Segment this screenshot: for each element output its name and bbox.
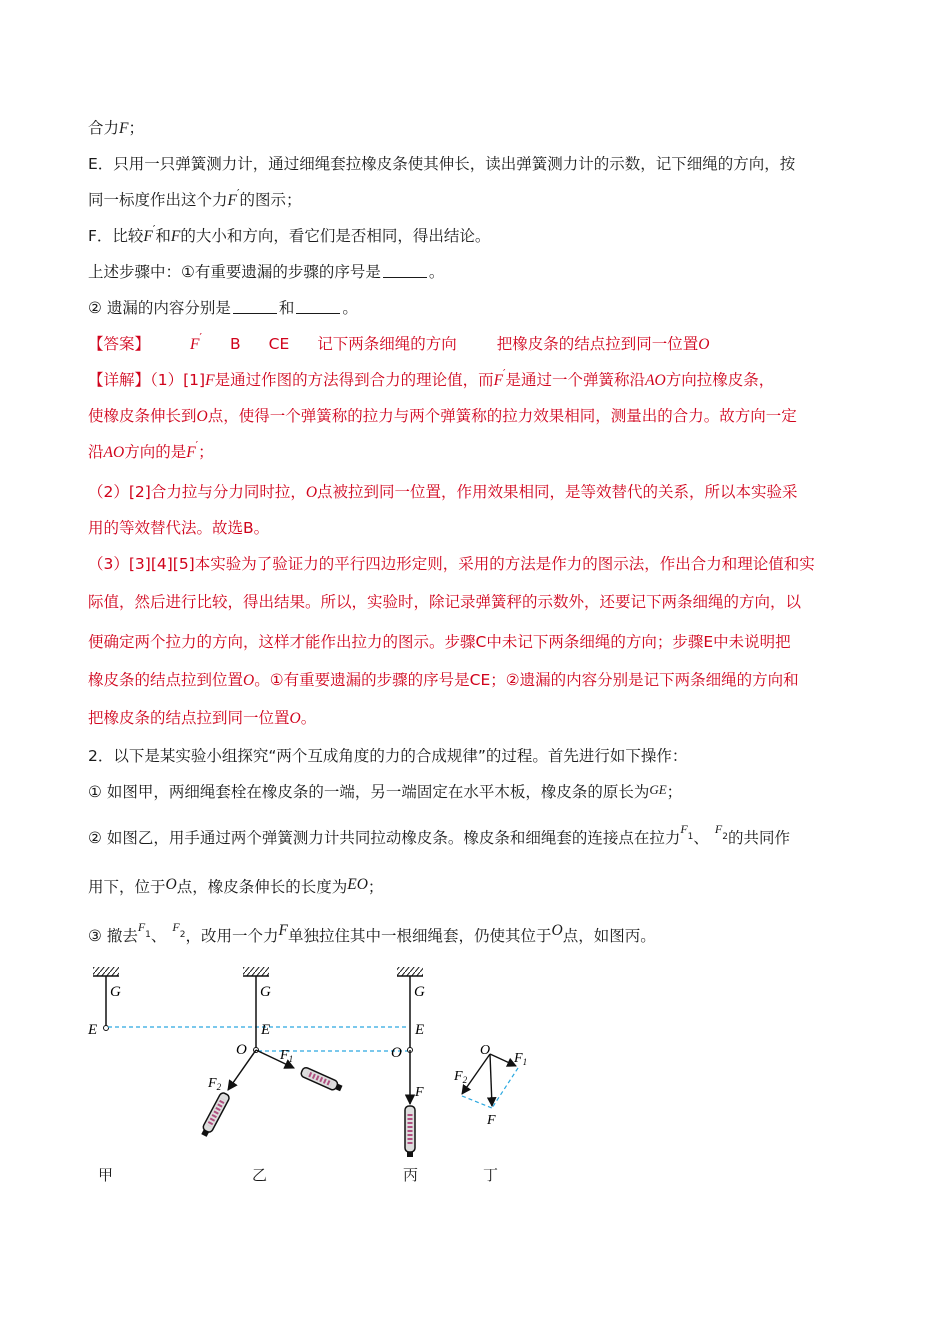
fixed-support: [243, 967, 269, 976]
caption-jia: 甲: [98, 1166, 114, 1184]
text-line: 同一标度作出这个力F′的图示；: [88, 187, 302, 209]
label-e: E: [415, 1022, 425, 1038]
label-g: G: [414, 984, 425, 1000]
fixed-support: [93, 967, 119, 976]
arrow-f: [490, 1054, 492, 1106]
question-blank-2: ② 遗漏的内容分别是 和 。: [88, 299, 358, 317]
fill-blank: [296, 299, 340, 314]
detail-line: 用的等效替代法。故选B。: [88, 519, 270, 537]
detail-line: 把橡皮条的结点拉到同一位置O。: [88, 709, 317, 727]
question-2-step: ① 如图甲，两细绳套栓在橡皮条的一端，另一端固定在水平木板，橡皮条的原长为GE；: [88, 782, 683, 801]
step-f-line: F．比较F′和F的大小和方向，看它们是否相同，得出结论。: [88, 223, 491, 245]
question-2-step: ② 如图乙，用手通过两个弹簧测力计共同拉动橡皮条。橡皮条和细绳套的连接点在拉力$^{F1}$、 $^{F2}$的共同作: [88, 822, 791, 847]
detail-line: （3）[3][4][5]本实验为了验证力的平行四边形定则，采用的方法是作力的图示法，作出合力和理论值和实: [88, 555, 815, 573]
step-e-line: E．只用一只弹簧测力计，通过细绳套拉橡皮条使其伸长，读出弹簧测力计的示数，记下细绳的方向，按: [88, 155, 796, 173]
label-o: O: [391, 1045, 402, 1061]
label-f: F: [487, 1113, 496, 1128]
parallelogram-side: [462, 1096, 492, 1108]
fixed-support: [397, 967, 423, 976]
label-f: F: [415, 1085, 424, 1100]
spring-scale-1: [300, 1066, 343, 1093]
detail-line: 际值，然后进行比较，得出结果。所以，实验时，除记录弹簧秤的示数外，还要记下两条细绳的方向，以: [88, 593, 802, 611]
spring-scale-3: [405, 1106, 415, 1157]
fill-blank: [233, 299, 277, 314]
fill-blank: [383, 263, 427, 278]
figure-yi: [200, 967, 344, 1138]
caption-bing: 丙: [403, 1166, 419, 1184]
figure-bing: [391, 967, 425, 1157]
label-e: E: [261, 1022, 271, 1038]
detail-line: 沿AO方向的是F′；: [88, 439, 214, 461]
label-o: O: [480, 1043, 491, 1058]
detail-line: （2）[2]合力拉与分力同时拉，O点被拉到同一位置，作用效果相同，是等效替代的关系，所以本实验采: [88, 483, 798, 501]
parallelogram-side: [492, 1068, 518, 1108]
answer-line: 【答案】 F′ B CE 记下两条细绳的方向 把橡皮条的结点拉到同一位置O: [88, 331, 710, 353]
question-2-title: 2．以下是某实验小组探究“两个互成角度的力的合成规律”的过程。首先进行如下操作：: [88, 747, 688, 765]
label-f1: $F_1$: [514, 1051, 528, 1067]
label-f1: $F_1$: [280, 1048, 294, 1064]
figure-ding: [453, 1043, 527, 1128]
arrow-f2: [462, 1054, 490, 1094]
spring-scale-2: [200, 1092, 231, 1138]
caption-ding: 丁: [483, 1166, 499, 1184]
caption-yi: 乙: [252, 1166, 268, 1184]
label-o: O: [236, 1042, 247, 1058]
detail-tag: 【详解】: [88, 371, 151, 389]
detail-line: 使橡皮条伸长到O点，使得一个弹簧称的拉力与两个弹簧称的拉力效果相同，测量出的合力。故方向一定: [88, 407, 797, 425]
answer-tag: 【答案】: [88, 335, 151, 353]
question-2-step: 用下，位于O点，橡皮条伸长的长度为EO；: [88, 876, 384, 896]
detail-line: 便确定两个拉力的方向，这样才能作出拉力的图示。步骤C中未记下两条细绳的方向；步骤E中未说明把: [88, 633, 791, 651]
question-blank-1: 上述步骤中：①有重要遗漏的步骤的序号是 。: [88, 263, 445, 281]
arrow-f1: [490, 1054, 516, 1066]
label-g: G: [110, 984, 121, 1000]
text-line: 合力F；: [88, 119, 144, 137]
detail-line: 【详解】（1）[1]F是通过作图的方法得到合力的理论值，而F′是通过一个弹簧称沿AO方向拉橡皮条，: [88, 367, 775, 389]
experiment-figure: [0, 960, 950, 1160]
label-f2: $F_2$: [208, 1076, 222, 1092]
detail-line: 橡皮条的结点拉到位置O。①有重要遗漏的步骤的序号是CE；②遗漏的内容分别是记下两条细绳的方向和: [88, 671, 799, 689]
question-2-step: ③ 撤去$^{F1}$、 $^{F2}$，改用一个力F单独拉住其中一根细绳套，仍使其位于O点，如图丙。: [88, 920, 656, 945]
label-f2: $F_2$: [454, 1069, 468, 1085]
label-g: G: [260, 984, 271, 1000]
label-e: E: [88, 1022, 98, 1038]
